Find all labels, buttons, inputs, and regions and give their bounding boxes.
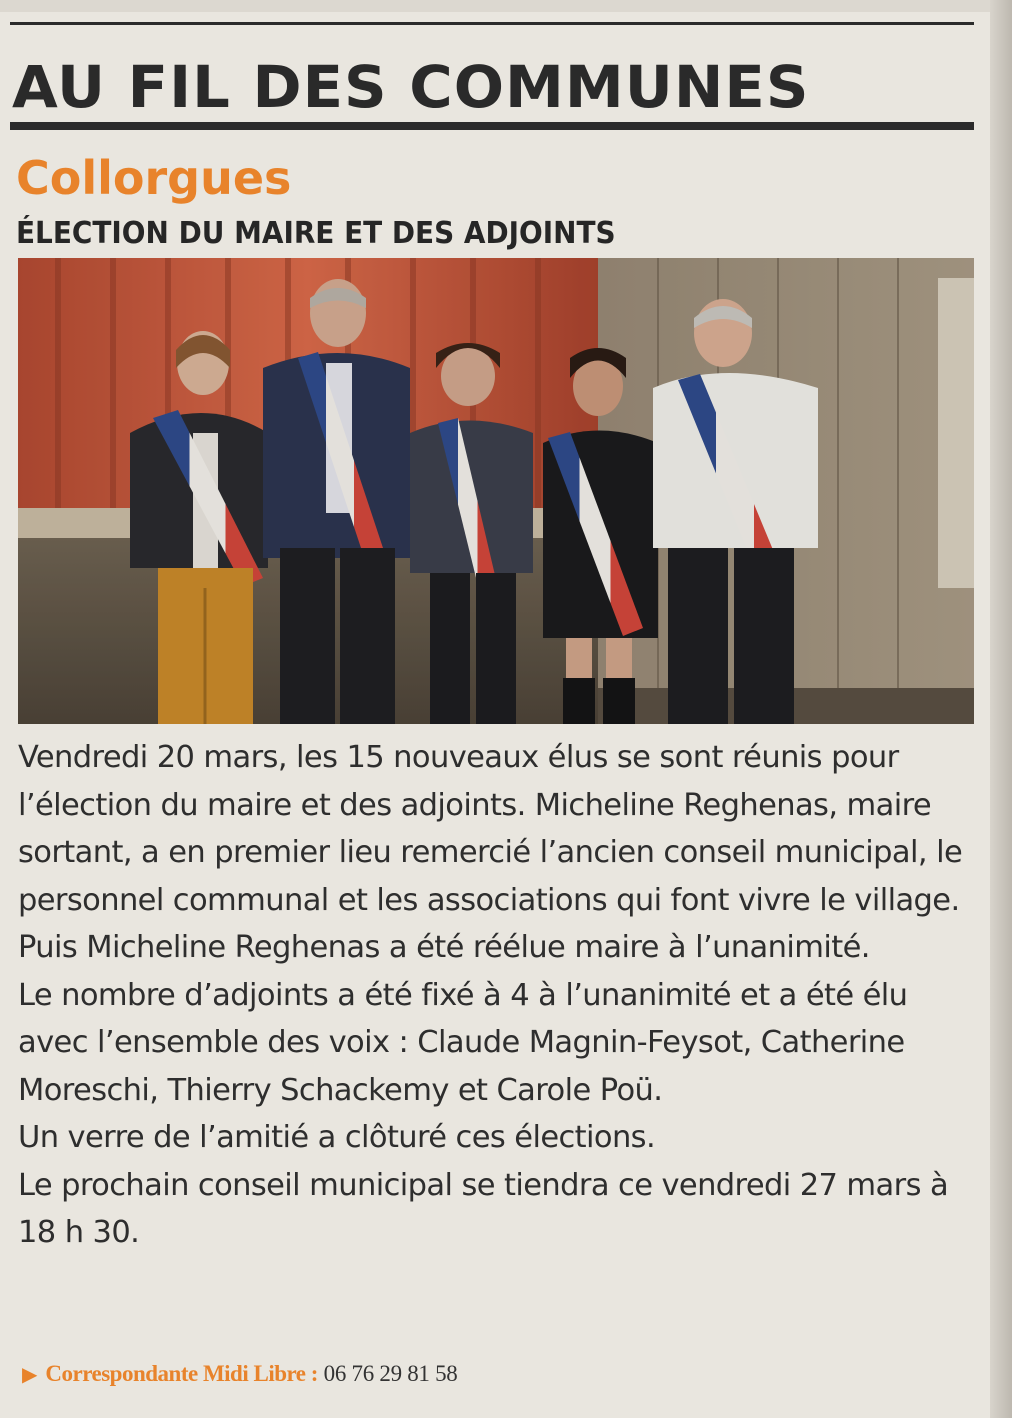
section-bottom-rule bbox=[10, 122, 974, 130]
paragraph: Vendredi 20 mars, les 15 nouveaux élus se sont réunis pour l’élection du maire et des adjoints. Micheline Reghenas, maire sortant, a en premier lieu remercié l’ancien conseil municipal, le personnel communal et les associations qui font vivre le village. Puis Micheline Reghenas a été réélue maire à l’unanimité. bbox=[18, 740, 963, 965]
credit-phone: 06 76 29 81 58 bbox=[323, 1361, 458, 1386]
page-edge-top bbox=[0, 0, 1012, 12]
paragraph: Un verre de l’amitié a clôturé ces élections. bbox=[18, 1120, 656, 1155]
section-top-rule bbox=[10, 22, 974, 25]
article-body bbox=[18, 734, 970, 1257]
page-edge-right bbox=[990, 0, 1012, 1418]
article-photo bbox=[18, 258, 974, 724]
article-headline: ÉLECTION DU MAIRE ET DES ADJOINTS bbox=[16, 216, 616, 251]
correspondent-credit bbox=[22, 1358, 457, 1391]
credit-label: Correspondante Midi Libre : bbox=[45, 1361, 318, 1386]
town-name: Collorgues bbox=[16, 151, 292, 205]
photo-illustration bbox=[18, 258, 974, 724]
paragraph: Le nombre d’adjoints a été fixé à 4 à l’unanimité et a été élu avec l’ensemble des voix : Claude Magnin-Feysot, Catherine Moreschi, Thierry Schackemy et Carole Poü. bbox=[18, 977, 908, 1108]
section-title: AU FIL DES COMMUNES bbox=[12, 53, 810, 121]
paragraph: Le prochain conseil municipal se tiendra ce vendredi 27 mars à 18 h 30. bbox=[18, 1167, 949, 1250]
play-arrow-icon: ▶ bbox=[22, 1364, 38, 1386]
